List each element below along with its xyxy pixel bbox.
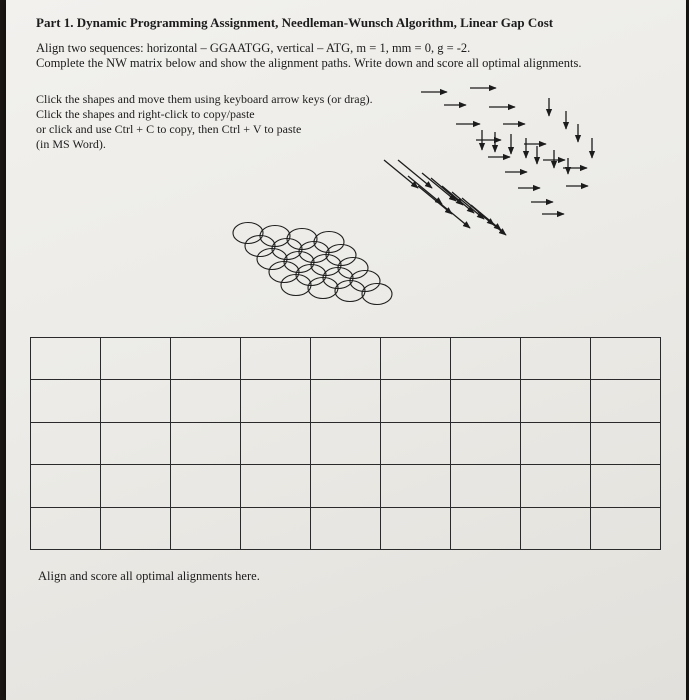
matrix-cell[interactable] <box>171 507 241 549</box>
matrix-cell[interactable] <box>171 338 241 380</box>
matrix-row <box>31 380 661 422</box>
matrix-cell[interactable] <box>451 338 521 380</box>
matrix-cell[interactable] <box>31 380 101 422</box>
diagonal-arrow-icon[interactable] <box>471 205 501 230</box>
matrix-cell[interactable] <box>311 465 381 507</box>
matrix-cell[interactable] <box>311 338 381 380</box>
matrix-cell[interactable] <box>101 380 171 422</box>
matrix-cell[interactable] <box>521 422 591 464</box>
diagonal-arrow-icon[interactable] <box>452 192 484 219</box>
matrix-cell[interactable] <box>31 338 101 380</box>
worksheet-page <box>6 0 686 700</box>
matrix-cell[interactable] <box>521 465 591 507</box>
movable-shapes-area <box>6 0 686 330</box>
matrix-row <box>31 338 661 380</box>
right-arrow-shapes <box>421 88 588 214</box>
matrix-row <box>31 465 661 507</box>
matrix-cell[interactable] <box>521 380 591 422</box>
instruction-line-1: Click the shapes and move them using keyboard arrow keys (or drag). <box>36 92 373 106</box>
matrix-cell[interactable] <box>31 507 101 549</box>
instruction-line-2: Click the shapes and right-click to copy/paste <box>36 107 255 121</box>
diagonal-arrow-icon[interactable] <box>384 160 418 188</box>
matrix-cell[interactable] <box>381 338 451 380</box>
matrix-cell[interactable] <box>381 507 451 549</box>
matrix-cell[interactable] <box>591 338 661 380</box>
alignment-footer-text: Align and score all optimal alignments here. <box>38 569 260 583</box>
matrix-cell[interactable] <box>521 338 591 380</box>
matrix-cell[interactable] <box>451 422 521 464</box>
matrix-cell[interactable] <box>591 380 661 422</box>
matrix-cell[interactable] <box>591 422 661 464</box>
matrix-cell[interactable] <box>171 380 241 422</box>
matrix-cell[interactable] <box>171 465 241 507</box>
down-arrow-shapes <box>482 98 592 174</box>
diagonal-arrow-icon[interactable] <box>408 176 442 204</box>
matrix-cell[interactable] <box>101 507 171 549</box>
matrix-cell[interactable] <box>451 465 521 507</box>
circle-shapes <box>233 223 392 305</box>
matrix-row <box>31 422 661 464</box>
matrix-cell[interactable] <box>381 465 451 507</box>
nw-matrix <box>30 337 661 550</box>
diagonal-arrow-icon[interactable] <box>422 173 456 201</box>
matrix-cell[interactable] <box>521 507 591 549</box>
matrix-cell[interactable] <box>101 338 171 380</box>
matrix-cell[interactable] <box>311 507 381 549</box>
matrix-cell[interactable] <box>591 465 661 507</box>
page-title: Part 1. Dynamic Programming Assignment, Needleman-Wunsch Algorithm, Linear Gap Cost <box>36 15 554 30</box>
instruction-line-4: (in MS Word). <box>36 137 106 151</box>
matrix-cell[interactable] <box>241 507 311 549</box>
matrix-cell[interactable] <box>241 422 311 464</box>
task-instructions-text: Complete the NW matrix below and show the alignment paths. Write down and score all optimal alignments. <box>36 56 582 70</box>
instruction-line-3: or click and use Ctrl + C to copy, then Ctrl + V to paste <box>36 122 302 136</box>
matrix-cell[interactable] <box>241 380 311 422</box>
matrix-cell[interactable] <box>101 422 171 464</box>
matrix-cell[interactable] <box>31 465 101 507</box>
diagonal-arrow-shapes <box>384 160 506 235</box>
diagonal-arrow-icon[interactable] <box>398 160 432 188</box>
matrix-row <box>31 507 661 549</box>
matrix-cell[interactable] <box>451 507 521 549</box>
task-sequences-text: Align two sequences: horizontal – GGAATGG, vertical – ATG, m = 1, mm = 0, g = -2. <box>36 41 471 55</box>
diagonal-arrow-icon[interactable] <box>478 212 506 235</box>
matrix-cell[interactable] <box>171 422 241 464</box>
matrix-cell[interactable] <box>451 380 521 422</box>
matrix-cell[interactable] <box>311 422 381 464</box>
matrix-cell[interactable] <box>591 507 661 549</box>
matrix-cell[interactable] <box>241 338 311 380</box>
matrix-cell[interactable] <box>31 422 101 464</box>
matrix-cell[interactable] <box>101 465 171 507</box>
matrix-cell[interactable] <box>381 422 451 464</box>
matrix-cell[interactable] <box>241 465 311 507</box>
matrix-cell[interactable] <box>311 380 381 422</box>
matrix-cell[interactable] <box>381 380 451 422</box>
